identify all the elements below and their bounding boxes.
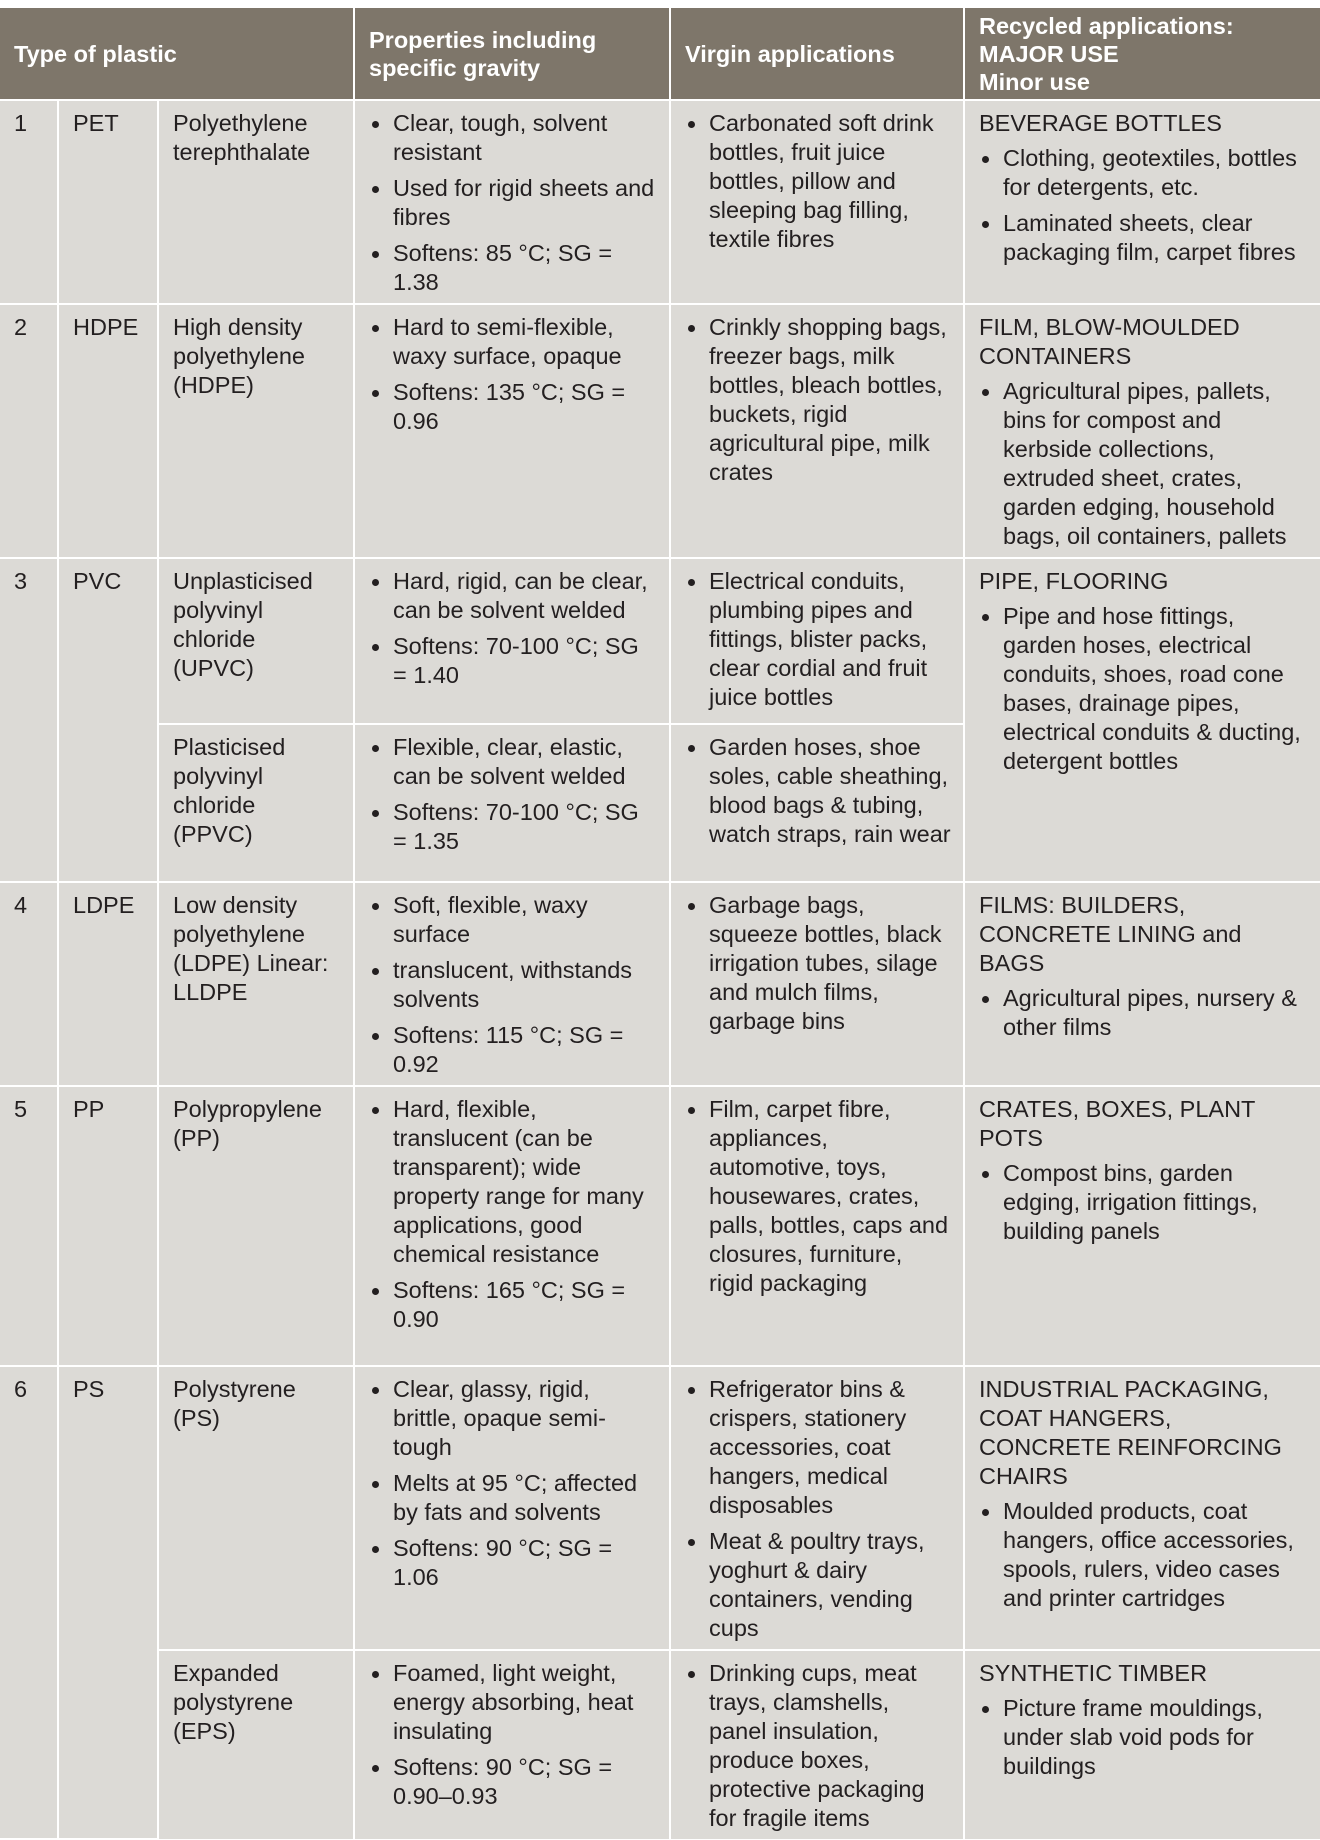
- recycled-applications-cell: [964, 1650, 1320, 1839]
- virgin-applications-cell: [670, 304, 964, 558]
- list-item: Laminated sheets, clear packaging film, carpet fibres: [979, 209, 1308, 267]
- table-row: [0, 100, 1320, 304]
- list-item: Electrical conduits, plumbing pipes and fittings, blister packs, clear cordial and fruit juice bottles: [685, 567, 951, 712]
- virgin-applications-cell: [670, 724, 964, 882]
- properties-cell: [354, 1650, 670, 1839]
- list-item: Agricultural pipes, nursery & other films: [979, 984, 1308, 1042]
- recycled-applications-cell: [964, 1086, 1320, 1366]
- properties-cell: [354, 724, 670, 882]
- virgin-applications-cell: [670, 1086, 964, 1366]
- plastic-code: PS: [58, 1366, 158, 1839]
- recycled-applications-cell: [964, 1366, 1320, 1650]
- recycled-applications-cell: [964, 558, 1320, 882]
- properties-cell: [354, 304, 670, 558]
- list-item: Softens: 115 °C; SG = 0.92: [369, 1021, 657, 1079]
- list-item: Clear, glassy, rigid, brittle, opaque semi-tough: [369, 1375, 657, 1462]
- plastic-name: Expanded polystyrene (EPS): [158, 1650, 354, 1839]
- plastics-table: [0, 8, 1320, 1840]
- list-item: Melts at 95 °C; affected by fats and solvents: [369, 1469, 657, 1527]
- row-number: 1: [0, 100, 58, 304]
- table-row: [0, 1366, 1320, 1650]
- plastic-code: PET: [58, 100, 158, 304]
- major-use: INDUSTRIAL PACKAGING, COAT HANGERS, CONCRETE REINFORCING CHAIRS: [979, 1376, 1282, 1489]
- list-item: Softens: 90 °C; SG = 0.90–0.93: [369, 1753, 657, 1811]
- list-item: Softens: 70-100 °C; SG = 1.40: [369, 632, 657, 690]
- row-number: 5: [0, 1086, 58, 1366]
- list-item: Hard to semi-flexible, waxy surface, opaque: [369, 313, 657, 371]
- table-row: [0, 558, 1320, 724]
- recycled-applications-cell: [964, 882, 1320, 1086]
- list-item: Garden hoses, shoe soles, cable sheathing, blood bags & tubing, watch straps, rain wear: [685, 733, 951, 849]
- major-use: FILMS: BUILDERS, CONCRETE LINING and BAGS: [979, 892, 1242, 976]
- table-row: [0, 304, 1320, 558]
- table-row: [0, 1086, 1320, 1366]
- list-item: Picture frame mouldings, under slab void pods for buildings: [979, 1694, 1308, 1781]
- header-type-of-plastic: Type of plastic: [0, 8, 354, 100]
- virgin-applications-cell: [670, 100, 964, 304]
- list-item: Pipe and hose fittings, garden hoses, electrical conduits, shoes, road cone bases, drainage pipes, electrical conduits & ducting, detergent bottles: [979, 602, 1308, 776]
- list-item: Agricultural pipes, pallets, bins for compost and kerbside collections, extruded sheet, crates, garden edging, household bags, oil containers, pallets: [979, 377, 1308, 551]
- list-item: Drinking cups, meat trays, clamshells, panel insulation, produce boxes, protective packaging for fragile items: [685, 1659, 951, 1833]
- plastic-name: Polyethylene terephthalate: [158, 100, 354, 304]
- plastic-code: PVC: [58, 558, 158, 882]
- major-use: CRATES, BOXES, PLANT POTS: [979, 1096, 1255, 1151]
- row-number: 2: [0, 304, 58, 558]
- list-item: Soft, flexible, waxy surface: [369, 891, 657, 949]
- properties-cell: [354, 882, 670, 1086]
- list-item: Used for rigid sheets and fibres: [369, 174, 657, 232]
- list-item: translucent, withstands solvents: [369, 956, 657, 1014]
- header-recycled-applications: [964, 8, 1320, 100]
- list-item: Softens: 85 °C; SG = 1.38: [369, 239, 657, 297]
- recycled-applications-cell: [964, 100, 1320, 304]
- list-item: Softens: 70-100 °C; SG = 1.35: [369, 798, 657, 856]
- major-use: BEVERAGE BOTTLES: [979, 110, 1222, 136]
- list-item: Clear, tough, solvent resistant: [369, 109, 657, 167]
- header-recycled-line: Recycled applications:: [979, 12, 1234, 39]
- list-item: Carbonated soft drink bottles, fruit juice bottles, pillow and sleeping bag filling, textile fibres: [685, 109, 951, 254]
- recycled-applications-cell: [964, 304, 1320, 558]
- list-item: Flexible, clear, elastic, can be solvent welded: [369, 733, 657, 791]
- list-item: Softens: 165 °C; SG = 0.90: [369, 1276, 657, 1334]
- virgin-applications-cell: [670, 882, 964, 1086]
- list-item: Hard, flexible, translucent (can be transparent); wide property range for many applications, good chemical resistance: [369, 1095, 657, 1269]
- major-use: FILM, BLOW-MOULDED CONTAINERS: [979, 314, 1240, 369]
- list-item: Crinkly shopping bags, freezer bags, milk bottles, bleach bottles, buckets, rigid agricultural pipe, milk crates: [685, 313, 951, 487]
- header-recycled-line: Minor use: [979, 68, 1090, 95]
- list-item: Softens: 135 °C; SG = 0.96: [369, 378, 657, 436]
- list-item: Clothing, geotextiles, bottles for detergents, etc.: [979, 144, 1308, 202]
- properties-cell: [354, 558, 670, 724]
- plastic-name: Unplasticised polyvinyl chloride (UPVC): [158, 558, 354, 724]
- list-item: Moulded products, coat hangers, office accessories, spools, rulers, video cases and printer cartridges: [979, 1497, 1308, 1613]
- plastic-code: PP: [58, 1086, 158, 1366]
- virgin-applications-cell: [670, 558, 964, 724]
- header-virgin-applications: Virgin applications: [670, 8, 964, 100]
- plastic-name: Polystyrene (PS): [158, 1366, 354, 1650]
- list-item: Compost bins, garden edging, irrigation fittings, building panels: [979, 1159, 1308, 1246]
- plastic-name: Plasticised polyvinyl chloride (PPVC): [158, 724, 354, 882]
- virgin-applications-cell: [670, 1650, 964, 1839]
- table-row: [0, 1650, 1320, 1839]
- properties-cell: [354, 100, 670, 304]
- list-item: Hard, rigid, can be clear, can be solvent welded: [369, 567, 657, 625]
- major-use: SYNTHETIC TIMBER: [979, 1660, 1208, 1686]
- row-number: 3: [0, 558, 58, 882]
- virgin-applications-cell: [670, 1366, 964, 1650]
- plastic-name: Low density polyethylene (LDPE) Linear: LLDPE: [158, 882, 354, 1086]
- plastic-name: Polypropylene (PP): [158, 1086, 354, 1366]
- list-item: Softens: 90 °C; SG = 1.06: [369, 1534, 657, 1592]
- list-item: Foamed, light weight, energy absorbing, heat insulating: [369, 1659, 657, 1746]
- table-row: [0, 882, 1320, 1086]
- properties-cell: [354, 1366, 670, 1650]
- properties-cell: [354, 1086, 670, 1366]
- list-item: Film, carpet fibre, appliances, automotive, toys, housewares, crates, palls, bottles, caps and closures, furniture, rigid packaging: [685, 1095, 951, 1298]
- row-number: 4: [0, 882, 58, 1086]
- header-row: [0, 8, 1320, 100]
- row-number: 6: [0, 1366, 58, 1839]
- list-item: Meat & poultry trays, yoghurt & dairy containers, vending cups: [685, 1527, 951, 1643]
- plastic-code: HDPE: [58, 304, 158, 558]
- list-item: Garbage bags, squeeze bottles, black irrigation tubes, silage and mulch films, garbage bins: [685, 891, 951, 1036]
- header-properties: Properties including specific gravity: [354, 8, 670, 100]
- plastic-name: High density polyethylene (HDPE): [158, 304, 354, 558]
- list-item: Refrigerator bins & crispers, stationery accessories, coat hangers, medical disposables: [685, 1375, 951, 1520]
- major-use: PIPE, FLOORING: [979, 568, 1169, 594]
- plastic-code: LDPE: [58, 882, 158, 1086]
- header-recycled-line: MAJOR USE: [979, 40, 1119, 67]
